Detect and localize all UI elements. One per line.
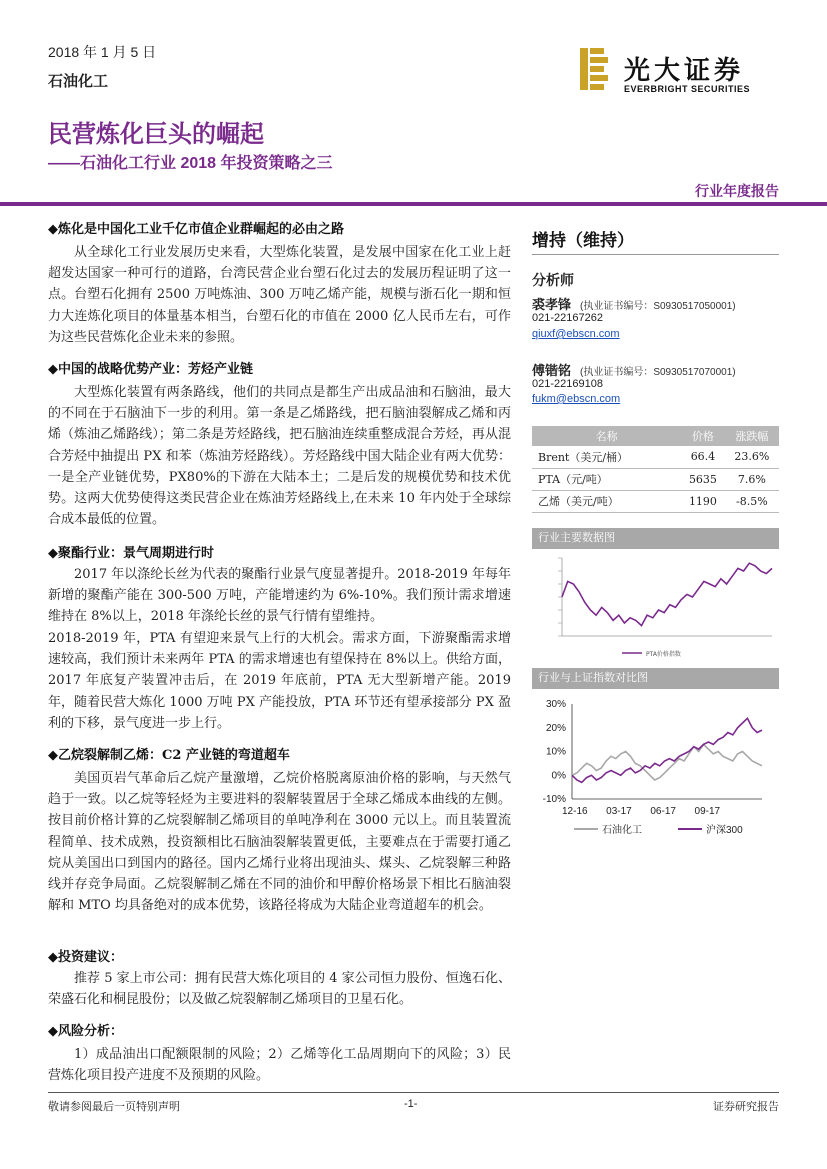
- section-paragraph: 2017 年以涤纶长丝为代表的聚酯行业景气度显著提升。2018-2019 年每年新增的聚酯产能在 300-500 万吨，产能增速约为 6%-10%。我们预计需求增速维持在 8%以上，2018 年涤纶长丝的景气行情有望维持。: [48, 567, 511, 625]
- legend-label: 沪深300: [706, 825, 743, 836]
- price-table: [532, 426, 779, 513]
- sector-label: 石油化工: [48, 73, 109, 90]
- x-tick-label: 12-16: [562, 806, 588, 817]
- section-heading-risk: ◆风险分析：: [48, 1024, 123, 1039]
- section-paragraph: 推荐 5 家上市公司：拥有民营大炼化项目的 4 家公司恒力股份、恒逸石化、荣盛石化和桐昆股份；以及做乙烷裂解制乙烯项目的卫星石化。: [48, 971, 511, 1008]
- analyst-phone: 021-22167262: [532, 312, 603, 324]
- table-header: 名称: [532, 426, 681, 446]
- analyst-email-link[interactable]: qiuxf@ebscn.com: [532, 328, 620, 340]
- y-tick-label: 30%: [545, 699, 566, 710]
- table-header-row: [532, 426, 779, 446]
- table-cell: Brent（美元/桶）: [532, 446, 681, 468]
- table-row: [532, 490, 779, 512]
- analyst-heading: 分析师: [532, 272, 574, 288]
- section-paragraph: 大型炼化装置有两条路线，他们的共同点是都生产出成品油和石脑油，最大的不同在于石脑油下一步的利用。第一条是乙烯路线，把石脑油裂解成乙烯和丙烯（炼油乙烯路线）；第二条是芳烃路线，把石脑油连续重整成混合芳烃，再从混合芳烃中抽提出 PX 和苯（炼油芳烃路线）。芳烃路线中国大陆企业有两大优势：一是全产业链优势，PX80%的下游在大陆本土；二是后发的规模优势和技术优势。这两大优势使得这类民营企业在炼油芳烃路线上,在未来 10 年内处于全球综合成本最低的位置。: [48, 385, 511, 528]
- section-heading-investment: ◆投资建议：: [48, 950, 123, 965]
- section-paragraph: 2018-2019 年，PTA 有望迎来景气上行的大机会。需求方面，下游聚酯需求增速较高，我们预计未来两年 PTA 的需求增速也有望保持在 8%以上。供给方面，2017 年底复产装置冲击后，在 2019 年底前，PTA 无大型新增产能。2019 年，随着民营大炼化 1000 万吨 PX 产能投放，PTA 环节还有望承接部分 PX 盈利的下移，景气度进一步上行。: [48, 631, 511, 731]
- logo-en-text: EVERBRIGHT SECURITIES: [624, 84, 751, 94]
- table-cell: 1190: [681, 490, 724, 512]
- analyst-email-link[interactable]: fukm@ebscn.com: [532, 393, 621, 405]
- section-heading-aromatics: ◆中国的战略优势产业：芳烃产业链: [48, 362, 253, 377]
- section-paragraph: 1）成品油出口配额限制的风险；2）乙烯等化工品周期向下的风险；3）民营炼化项目投产进度不及预期的风险。: [48, 1047, 511, 1084]
- industry-data-chart: [532, 552, 779, 662]
- index-chart-title: 行业与上证指数对比图: [532, 668, 779, 689]
- page-number: -1-: [404, 1098, 418, 1110]
- table-cell: 5635: [681, 468, 724, 490]
- footer-divider: [48, 1092, 779, 1093]
- analyst-name: 傅锴铭: [532, 363, 572, 378]
- analyst-license: (执业证书编号：S0930517070001): [580, 367, 736, 378]
- section-paragraph: 从全球化工行业发展历史来看，大型炼化装置，是发展中国家在化工业上赶超发达国家一种可行的道路，台湾民营企业台塑石化过去的发展历程证明了这一点。台塑石化拥有 2500 万吨炼油、300 万吨乙烯产能，规模与浙石化一期和恒力大连炼化项目的体量基本相当，台塑石化的市值在 2000 亿人民币左右，可作为这些民营炼化企业未来的参照。: [48, 245, 511, 345]
- rating-divider: [532, 254, 779, 255]
- section-heading-polyester: ◆聚酯行业：景气周期进行时: [48, 546, 214, 561]
- table-cell: 7.6%: [725, 468, 779, 490]
- report-date: 2018 年 1 月 5 日: [48, 44, 157, 60]
- everbright-logo-icon: [580, 48, 610, 90]
- page-subtitle: ——石油化工行业 2018 年投资策略之三: [48, 155, 333, 172]
- series-line-1: [572, 718, 762, 782]
- rating-label: 增持（维持）: [532, 231, 634, 250]
- analyst-phone: 021-22169108: [532, 378, 603, 390]
- industry-chart-title: 行业主要数据图: [532, 528, 779, 549]
- series-line-0: [572, 744, 762, 780]
- y-tick-label: 0%: [551, 770, 566, 782]
- legend-label: PTA价格指数: [646, 651, 681, 658]
- table-cell: -8.5%: [725, 490, 779, 512]
- analyst-license: (执业证书编号：S0930517050001): [580, 301, 736, 312]
- y-tick-label: -10%: [542, 794, 566, 805]
- footer-report-label: 证券研究报告: [713, 1101, 779, 1113]
- table-cell: 23.6%: [725, 446, 779, 468]
- table-cell: 66.4: [681, 446, 724, 468]
- x-tick-label: 09-17: [694, 806, 721, 817]
- table-cell: PTA（元/吨）: [532, 468, 681, 490]
- x-tick-label: 06-17: [650, 806, 676, 817]
- analyst-name: 裘孝锋: [532, 297, 572, 312]
- table-header: 涨跌幅: [725, 426, 779, 446]
- series-line-pta: [562, 563, 772, 625]
- section-heading-ethane: ◆乙烷裂解制乙烯：C2 产业链的弯道超车: [48, 748, 290, 763]
- section-paragraph: 美国页岩气革命后乙烷产量激增，乙烷价格脱离原油价格的影响，与天然气趋于一致。以乙烷等轻烃为主要进料的裂解装置居于全球乙烯成本曲线的左侧。按目前价格计算的乙烷裂解制乙烯项目的单吨净利在 3000 元以上。而且装置流程简单、技术成熟，投资额相比石脑油裂解装置更低，主要难点在于需要打通乙烷从美国出口到国内的路径。国内乙烯行业将出现油头、煤头、乙烷裂解三种路线并存竞争局面。乙烷裂解制乙烯在不同的油价和甲醇价格场景下相比石脑油裂解和 MTO 均具备绝对的成本优势，该路径将成为大陆企业弯道超车的机会。: [48, 771, 511, 914]
- index-comparison-chart: [532, 692, 779, 842]
- page-title: 民营炼化巨头的崛起: [48, 121, 264, 148]
- report-type-label: 行业年度报告: [695, 183, 779, 199]
- table-row: [532, 446, 779, 468]
- section-heading-refining: ◆炼化是中国化工业千亿市值企业群崛起的必由之路: [48, 222, 344, 237]
- x-tick-label: 03-17: [606, 806, 632, 817]
- header-divider: [0, 202, 827, 206]
- y-tick-label: 10%: [545, 746, 566, 758]
- footer-disclaimer: 敬请参阅最后一页特别声明: [48, 1101, 180, 1113]
- table-row: [532, 468, 779, 490]
- y-tick-label: 20%: [545, 722, 566, 734]
- table-cell: 乙烯（美元/吨）: [532, 490, 681, 512]
- legend-label: 石油化工: [602, 825, 642, 836]
- logo-cn-text: 光大证券: [624, 56, 745, 86]
- table-header: 价格: [681, 426, 724, 446]
